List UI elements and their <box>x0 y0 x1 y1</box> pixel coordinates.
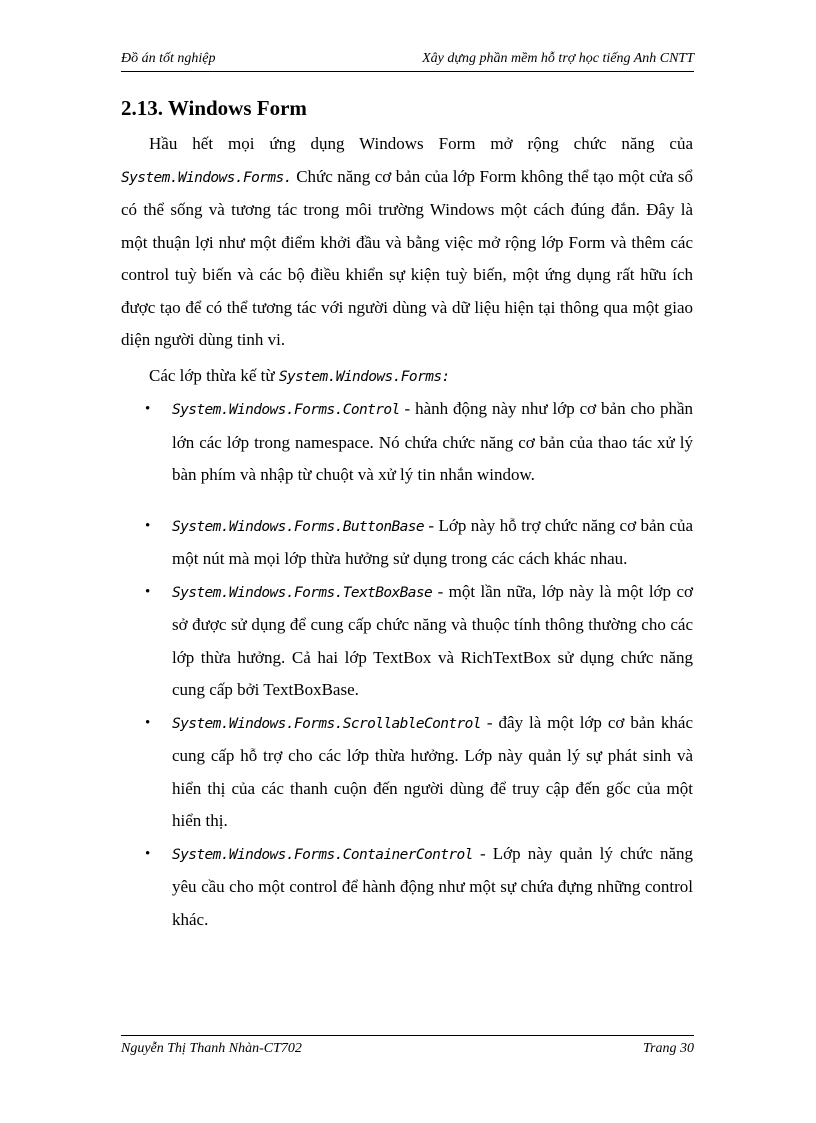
class-name: System.Windows.Forms.Control <box>172 402 400 418</box>
header-document-type: Đồ án tốt nghiệp <box>121 51 216 66</box>
bullet-dot: • <box>145 714 151 731</box>
footer-author: Nguyễn Thị Thanh Nhàn-CT702 <box>121 1041 302 1056</box>
class-name: System.Windows.Forms.ButtonBase <box>172 518 425 535</box>
inheritance-intro <box>121 360 693 394</box>
class-name: System.Windows.Forms.ContainerControl <box>172 846 473 863</box>
list-item-buttonbase <box>121 510 693 576</box>
footer-page-number: Trang 30 <box>643 1041 694 1056</box>
class-list <box>121 393 693 936</box>
class-description: - một lần nữa, lớp này là một lớp cơ sở được sử dụng để cung cấp chức năng và thuộc tính thông thường cho các lớp thừa hưởng. Cả hai lớp TextBox và RichTextBox sử dụng chức năng cung cấp bởi TextBoxBase. <box>172 581 693 699</box>
header-project-title: Xây dựng phần mềm hỗ trợ học tiếng Anh CNTT <box>422 51 694 66</box>
intro-code: System.Windows.Forms: <box>278 368 450 385</box>
bullet-dot: • <box>145 845 151 862</box>
page-header <box>121 49 694 72</box>
class-name: System.Windows.Forms.TextBoxBase <box>172 584 433 601</box>
bullet-dot: • <box>145 583 151 600</box>
section-heading: 2.13. Windows Form <box>121 96 307 120</box>
intro-paragraph <box>121 128 693 357</box>
page-body <box>121 128 693 936</box>
intro-text: Các lớp thừa kế từ <box>149 365 279 385</box>
list-item-control <box>121 393 693 492</box>
para-text-start: Hầu hết mọi ứng dụng Windows Form mở rộng chức năng của <box>149 134 693 153</box>
class-description: - đây là một lớp cơ bản khác cung cấp hỗ trợ cho các lớp thừa hưởng. Lớp này quản lý sự phát sinh và hiển thị của các thanh cuộn đến người dùng để truy cập đến gốc của một hiển thị. <box>172 712 693 830</box>
class-name: System.Windows.Forms.ScrollableControl <box>172 715 481 732</box>
para-code-namespace: System.Windows.Forms. <box>121 169 292 186</box>
list-item-containercontrol <box>121 838 693 937</box>
page-footer <box>121 1035 694 1060</box>
list-item-scrollablecontrol <box>121 707 693 838</box>
bullet-dot: • <box>145 517 151 534</box>
class-description: - hành động này như lớp cơ bản cho phần lớn các lớp trong namespace. Nó chứa chức năng cơ bản của thao tác xử lý bàn phím và nhập từ chuột và xử lý tin nhắn window. <box>172 399 693 484</box>
class-description: - Lớp này hỗ trợ chức năng cơ bản của một nút mà mọi lớp thừa hưởng sử dụng trong các cách khác nhau. <box>172 515 693 568</box>
bullet-dot: • <box>145 401 151 417</box>
list-item-textboxbase <box>121 576 693 707</box>
para-text-rest: Chức năng cơ bản của lớp Form không thể tạo một cửa sổ có thể sống và tương tác trong môi trường Windows một cách đúng đắn. Đây là một thuận lợi như một điểm khởi đầu và bằng việc mở rộng lớp Form và thêm các control tuỳ biến và các bộ điều khiển sự kiện tuỳ biến, một ứng dụng rất hữu ích được tạo để có thể tương tác với người dùng và dữ liệu hiện tại thông qua một giao diện người dùng tinh vi. <box>121 166 693 349</box>
class-description: - Lớp này quản lý chức năng yêu cầu cho một control để hành động như một sự chứa đựng những control khác. <box>172 843 693 929</box>
